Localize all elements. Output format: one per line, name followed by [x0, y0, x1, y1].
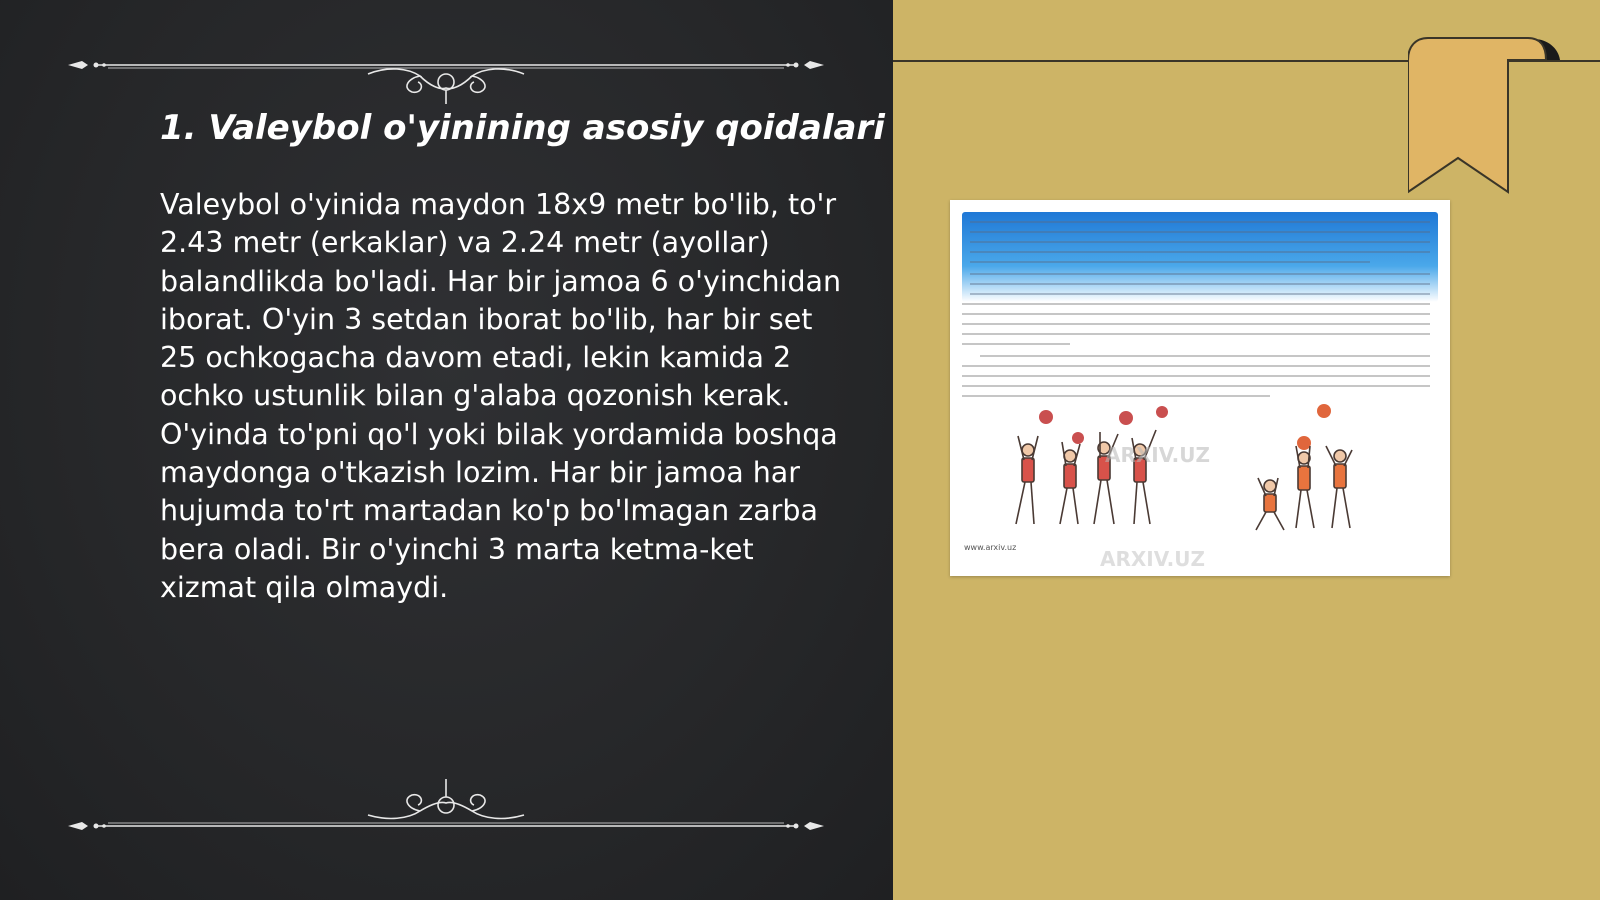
slide-title: 1. Valeybol o'yinining asosiy qoidalari — [160, 108, 885, 148]
watermark-text: ARXIV.UZ — [1105, 443, 1210, 467]
textbook-page-illustration — [950, 200, 1450, 576]
bottom-ornament-divider — [68, 775, 824, 835]
site-label: www.arxiv.uz — [964, 543, 1017, 552]
right-panel — [893, 0, 1600, 900]
volleyball-textbook-image — [950, 200, 1450, 576]
top-ornament-divider — [68, 44, 824, 104]
watermark-text-lower: ARXIV.UZ — [1100, 547, 1205, 571]
slide-body-text: Valeybol o'yinida maydon 18x9 metr bo'lib, to'r 2.43 metr (erkaklar) va 2.24 metr (ayollar) balandlikda bo'ladi. Har bir jamoa 6 o'yinchidan iborat. O'yin 3 setdan iborat bo'lib, har bir set 25 ochkogacha davom etadi, lekin kamida 2 ochko ustunlik bilan g'alaba qozonish kerak. O'yinda to'pni qo'l yoki bilak yordamida boshqa maydonga o'tkazish lozim. Har bir jamoa har hujumda to'rt martadan ko'p bo'lmagan zarba bera oladi. Bir o'yinchi 3 marta ketma-ket xizmat qila olmaydi. — [160, 188, 842, 604]
bookmark-ribbon-icon — [1408, 36, 1568, 201]
